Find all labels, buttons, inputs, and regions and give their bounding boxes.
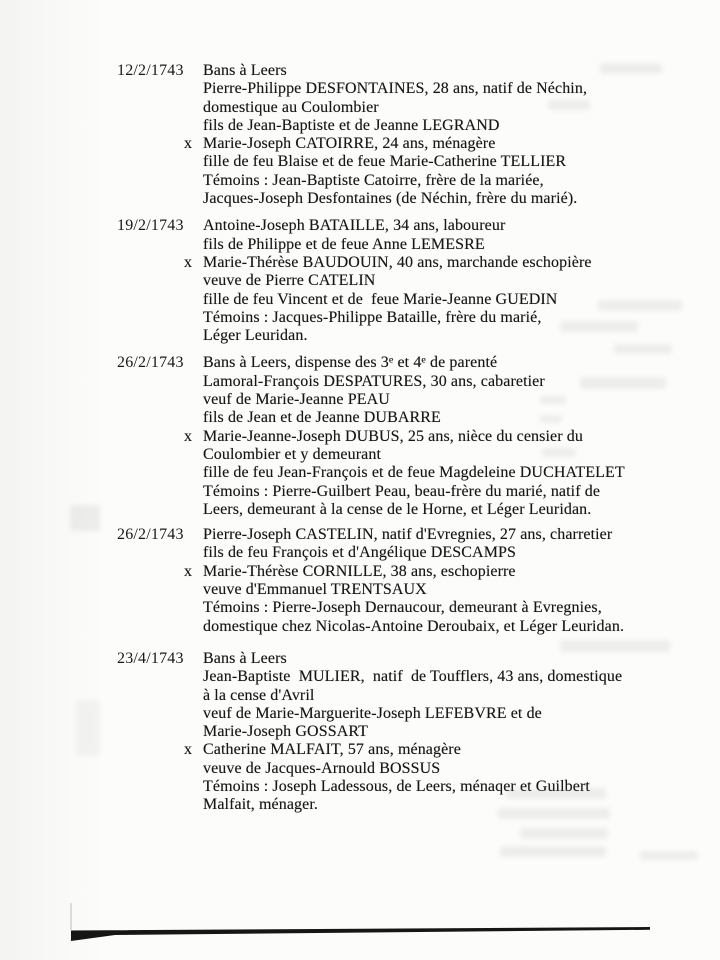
record-line [203, 705, 622, 723]
record [117, 526, 720, 636]
record-line [203, 236, 592, 254]
text-segment: Bans à Leers, dispense des 3 [203, 354, 389, 372]
record-line-text: Malfait, ménager. [203, 796, 318, 814]
record-line-text [203, 354, 497, 371]
record [117, 62, 720, 208]
records [117, 62, 720, 815]
record-date: 12/2/1743 [117, 62, 184, 79]
superscript-text: e [421, 355, 426, 366]
record-line [203, 190, 587, 208]
record-date: 26/2/1743 [117, 526, 184, 544]
record-line [203, 618, 624, 636]
record-line-text: fille de feu Jean-François et de feue Magdeleine DUCHATELET [203, 464, 625, 482]
record [117, 354, 720, 519]
record-line-text: veuve de Pierre CATELIN [203, 272, 376, 290]
record-line-text: Antoine-Joseph BATAILLE, 34 ans, laboureur [203, 217, 506, 235]
record-line-text: veuve d'Emmanuel TRENTSAUX [203, 581, 427, 599]
record-line-text: veuf de Marie-Jeanne PEAU [203, 391, 390, 409]
record-line [203, 62, 587, 80]
record-line-text: Marie-Thérèse BAUDOUIN, 40 ans, marchande eschopière [203, 253, 592, 271]
record-line [203, 778, 622, 796]
record-line-text: Marie-Jeanne-Joseph DUBUS, 25 ans, nièce du censier du [203, 427, 583, 445]
record-line-text: Pierre-Philippe DESFONTAINES, 28 ans, natif de Néchin, [203, 80, 588, 98]
text-segment: de parenté [425, 354, 498, 372]
record-line-text: Léger Leuridan. [203, 327, 308, 345]
record-line [203, 409, 625, 427]
record-line [203, 483, 625, 501]
record [117, 217, 720, 345]
record-line-text: Jacques-Joseph Desfontaines (de Néchin, frère du marié). [203, 190, 578, 208]
record-line-text: Témoins : Pierre-Joseph Dernaucour, demeurant à Evregnies, [203, 599, 602, 617]
spouse-marker: x [183, 741, 193, 759]
record-line-text: Marie-Thérèse CORNILLE, 38 ans, eschopierre [203, 562, 516, 580]
record-body [183, 217, 592, 345]
spouse-marker: x [183, 253, 193, 271]
record-line [203, 272, 592, 290]
spouse-marker: x [183, 135, 193, 153]
record-line [183, 253, 592, 272]
record-line [203, 327, 592, 345]
record-line [203, 544, 624, 562]
record-line-text: Leers, demeurant à la cense de le Horne, et Léger Leuridan. [203, 500, 592, 518]
record-line-text: veuve de Jacques-Arnould BOSSUS [203, 759, 441, 777]
record-line-text: Bans à Leers [203, 62, 287, 79]
record-body [183, 526, 625, 636]
record-line-text: domestique au Coulombier [203, 98, 379, 116]
bleedthrough-smudge [640, 851, 698, 860]
record-line [203, 650, 622, 668]
record-line-text: fille de feu Vincent et de feue Marie-Jeanne GUEDIN [203, 290, 558, 308]
bleedthrough-smudge [520, 828, 608, 839]
record-line-text: Bans à Leers [203, 649, 287, 667]
record-line [203, 581, 624, 599]
record-line [203, 501, 625, 519]
record-date: 23/4/1743 [117, 649, 184, 667]
record-line-text: fils de feu François et d'Angélique DESCAMPS [203, 544, 517, 562]
record-line [183, 562, 624, 581]
record-line-text: fille de feu Blaise et de feue Marie-Catherine TELLIER [203, 153, 567, 171]
record-line-text: veuf de Marie-Marguerite-Joseph LEFEBVRE et de [203, 704, 542, 722]
record-line [203, 373, 625, 391]
record-line-text: Témoins : Jean-Baptiste Catoirre, frère de la mariée, [203, 171, 544, 189]
record-line-text: Marie-Joseph CATOIRRE, 24 ans, ménagère [203, 135, 496, 153]
record-line [203, 172, 587, 190]
superscript-text: e [388, 355, 394, 366]
record-line [203, 796, 622, 814]
record-date: 26/2/1743 [117, 354, 184, 372]
record-line [203, 668, 622, 686]
record-line [203, 117, 587, 135]
record-line [183, 427, 625, 446]
record-line [203, 760, 622, 778]
record-line-text: à la cense d'Avril [203, 686, 315, 704]
record-line [203, 153, 587, 171]
record-line [203, 80, 587, 98]
bleedthrough-smudge [70, 505, 100, 531]
bleedthrough-smudge [76, 700, 100, 756]
record-line-text: Lamoral-François DESPATURES, 30 ans, cabaretier [203, 372, 545, 390]
record-body [183, 354, 625, 519]
bleedthrough-smudge [500, 846, 606, 857]
record-line [203, 309, 592, 327]
record-body [183, 62, 588, 208]
text-segment: et 4 [393, 354, 422, 372]
record-line-text: Catherine MALFAIT, 57 ans, ménagère [203, 741, 461, 759]
record-line [203, 526, 624, 544]
record-line-text: Témoins : Joseph Ladessous, de Leers, ménaqer et Guilbert [203, 777, 590, 795]
record-line [203, 723, 622, 741]
record-line [203, 291, 592, 309]
record-line [203, 391, 625, 409]
record-line [203, 599, 624, 617]
record-line-text: fils de Jean-Baptiste et de Jeanne LEGRAND [203, 116, 500, 134]
record-line-text: Pierre-Joseph CASTELIN, natif d'Evregnies, 27 ans, charretier [203, 526, 613, 544]
record-line-text: Témoins : Jacques-Philippe Bataille, frère du marié, [203, 308, 542, 326]
record-line [203, 687, 622, 705]
record-line-text: fils de Philippe et de feue Anne LEMESRE [203, 235, 485, 253]
record-line [203, 99, 587, 117]
record-line-text: Coulombier et y demeurant [203, 445, 382, 463]
record-date: 19/2/1743 [117, 217, 184, 235]
record-line [203, 354, 625, 372]
record-line-text: domestique chez Nicolas-Antoine Deroubaix, et Léger Leuridan. [203, 617, 625, 635]
record [117, 650, 720, 815]
record-line-text: Marie-Joseph GOSSART [203, 723, 369, 741]
record-line-text: fils de Jean et de Jeanne DUBARRE [203, 409, 441, 427]
record-line [183, 741, 622, 759]
record-line [203, 464, 625, 482]
record-line-text: Jean-Baptiste MULIER, natif de Toufflers, 43 ans, domestique [203, 668, 623, 686]
record-line [203, 217, 592, 235]
record-line [183, 135, 587, 153]
record-line [203, 446, 625, 464]
spouse-marker: x [183, 562, 193, 580]
record-body [183, 649, 623, 815]
spouse-marker: x [183, 427, 193, 445]
record-line-text: Témoins : Pierre-Guilbert Peau, beau-frère du marié, natif de [203, 482, 601, 500]
